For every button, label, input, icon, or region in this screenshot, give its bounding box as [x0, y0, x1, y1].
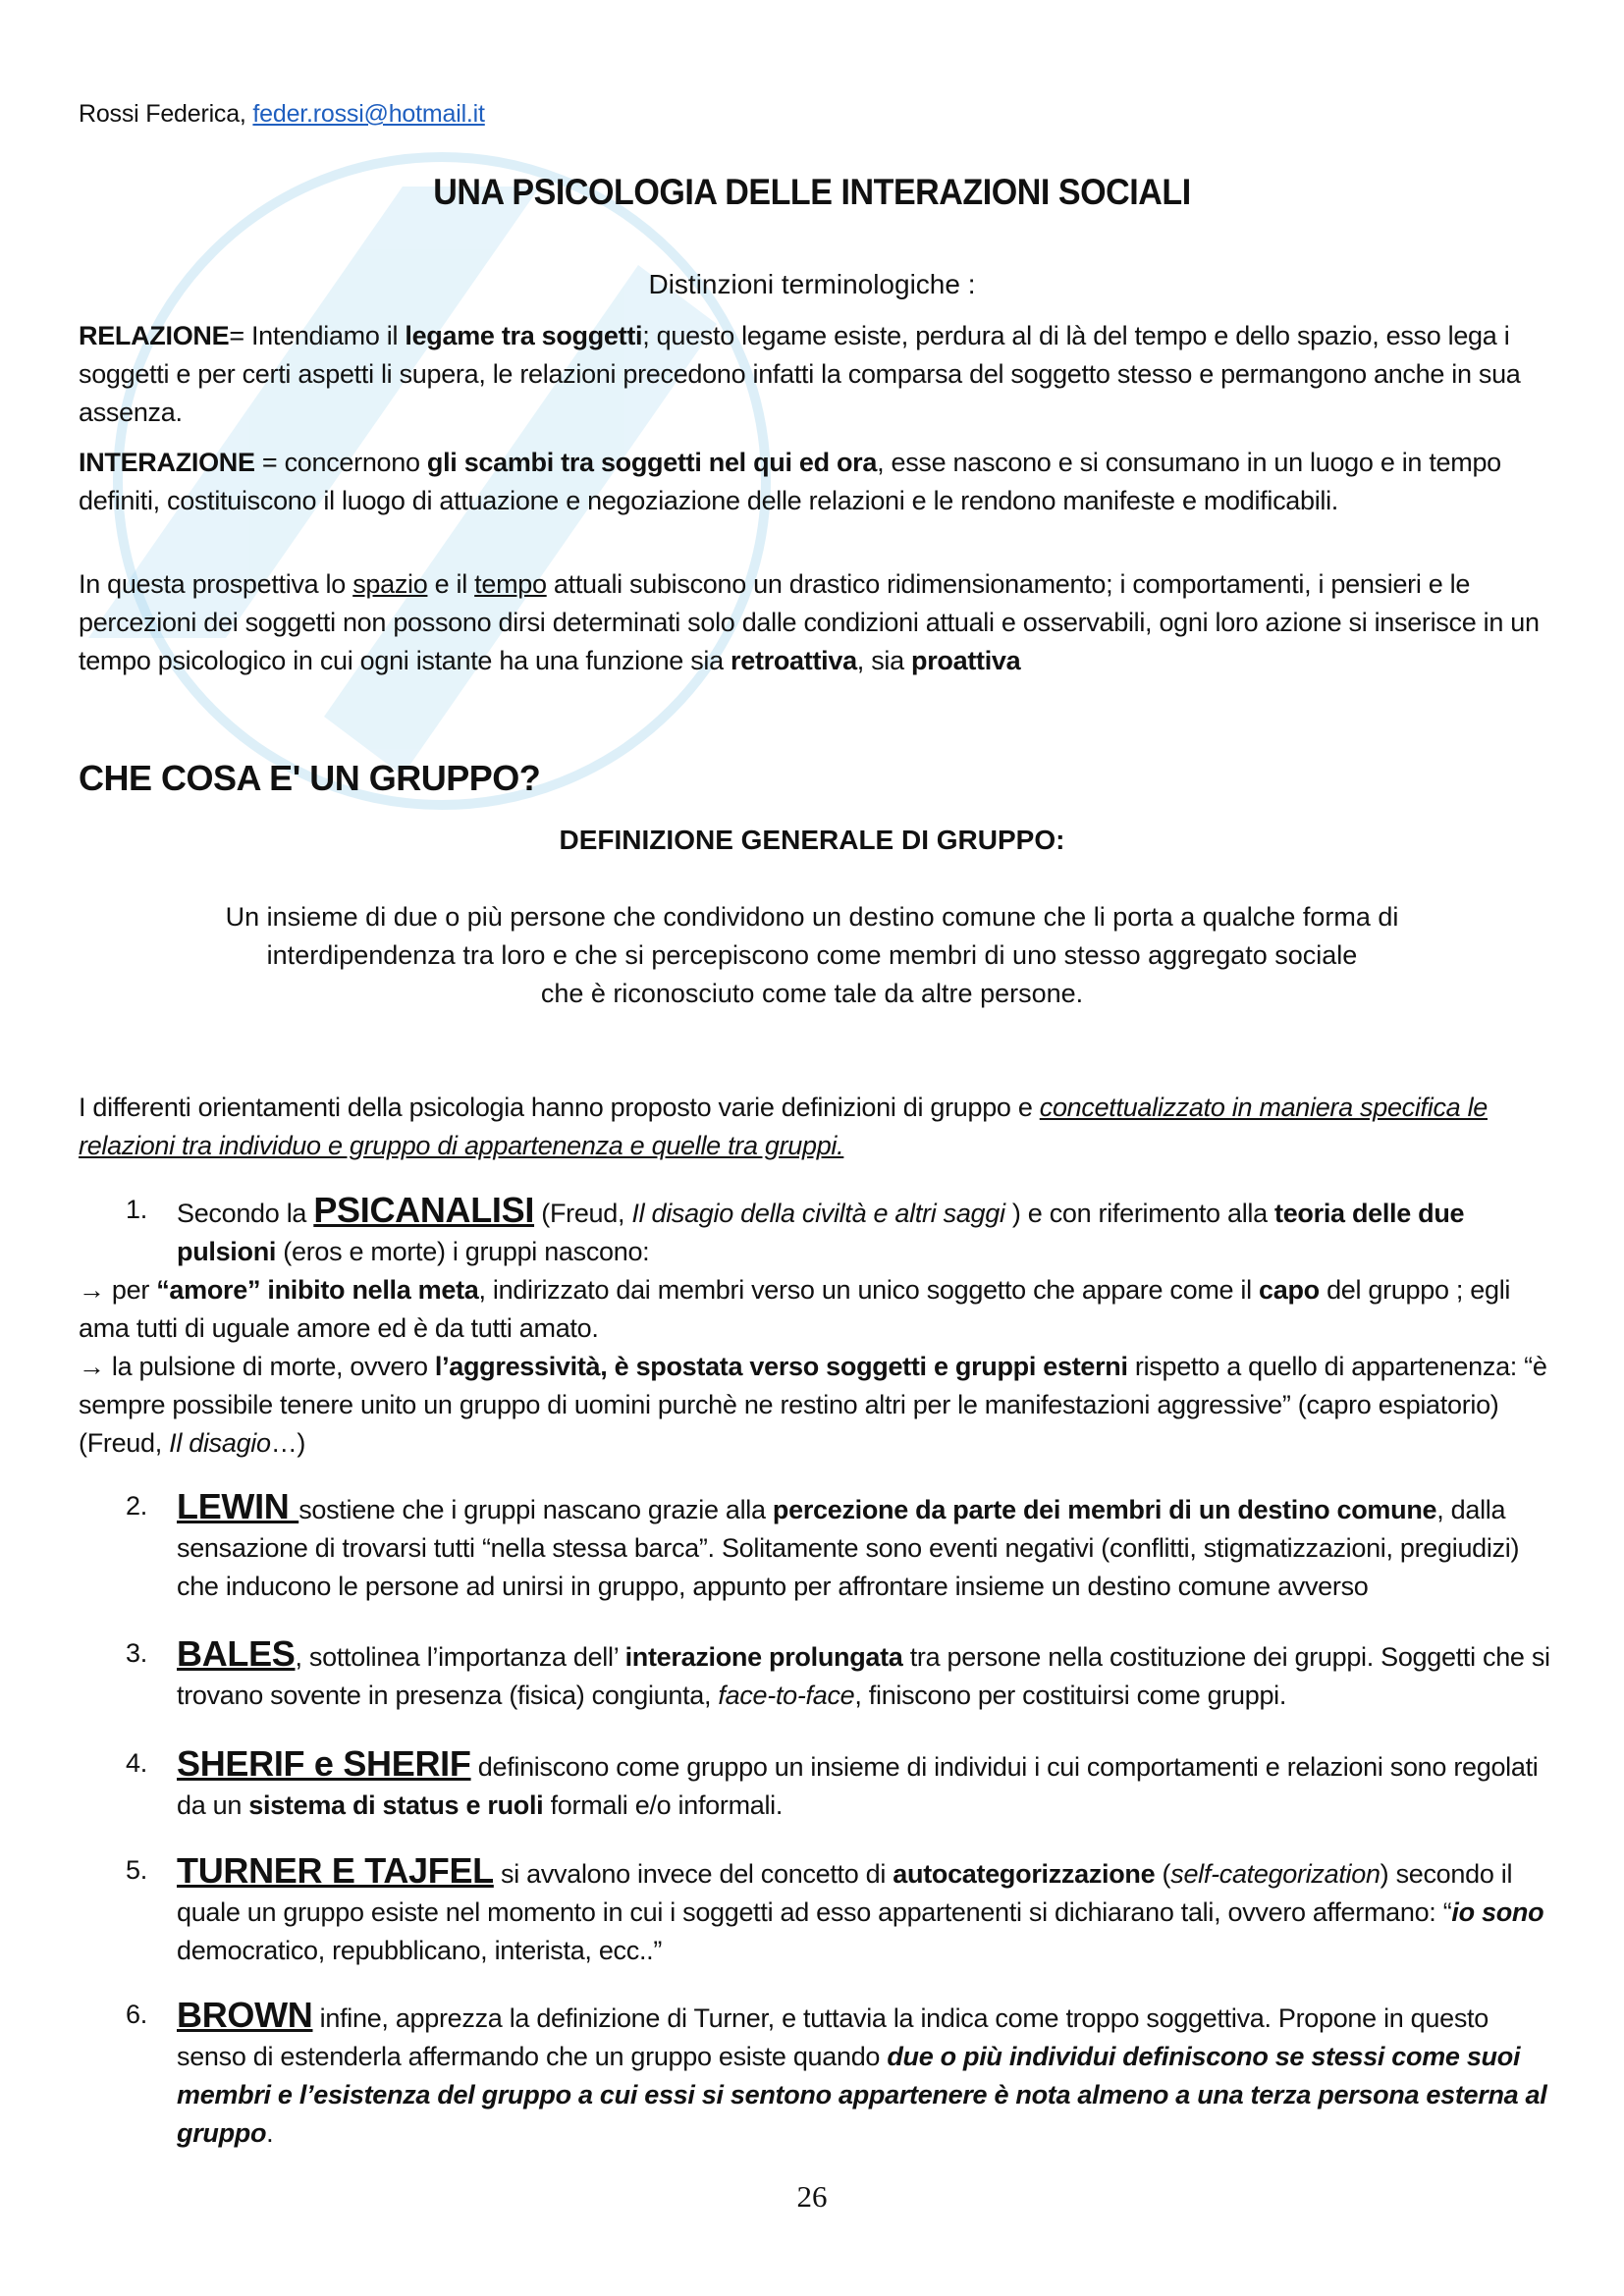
text: , esse nascono e si consumano in un luogo e in tempo definiti, costituiscono il luogo di attuazione e negoziazione delle relazioni e le rendono manifeste e modificabili. [79, 448, 1501, 515]
text: , dalla sensazione di trovarsi tutti “nella stessa barca”. Solitamente sono eventi negativi (conflitti, stigmatizzazioni, pregiudizi) che inducono le persone ad unirsi in gruppo, appunto per affrontare insieme un destino comune avverso [177, 1495, 1520, 1601]
term-relazione: RELAZIONE [79, 321, 230, 350]
text: democratico, repubblicano, interista, ecc..” [177, 1936, 663, 1965]
theorist-name: BALES [177, 1633, 296, 1674]
bold-text: autocategorizzazione [893, 1859, 1156, 1889]
paragraph-prospettiva [79, 565, 1551, 680]
text: ) e con riferimento alla [1004, 1199, 1275, 1228]
text: …) [270, 1428, 306, 1458]
list-item [79, 1996, 1551, 2153]
text: sostiene che i gruppi nascano grazie alla [298, 1495, 773, 1524]
text: infine, apprezza la definizione di Turner, e tuttavia la indica come troppo soggettiva. Propone in questo senso di estenderla affermando che un gruppo esiste quando [177, 2003, 1489, 2071]
arrow-line [79, 1348, 1551, 1463]
theorist-name: LEWIN [177, 1486, 299, 1526]
author-name: Rossi Federica, [79, 100, 246, 128]
text: attuali subiscono un drastico ridimensionamento; i comportamenti, i pensieri e le percezioni dei soggetti non possono dirsi determinati solo dalle condizioni attuali e osservabili, ogni loro azione si inserisce in un tempo psicologico in cui ogni istante ha una funzione sia [79, 569, 1540, 675]
underlined-italic-text: concettualizzato in maniera specifica le relazioni tra individuo e gruppo di appartenenza e quelle tra gruppi. [79, 1093, 1488, 1160]
list-number: 1. [126, 1195, 147, 1224]
text: si avvalono invece del concetto di [493, 1859, 893, 1889]
paragraph-interazione [79, 444, 1551, 520]
text: . [266, 2118, 274, 2148]
definition-line: Un insieme di due o più persone che condividono un destino comune che li porta a qualche forma di [225, 902, 1399, 932]
definition-line: che è riconosciuto come tale da altre persone. [540, 979, 1084, 1008]
italic-text: Il disagio [169, 1428, 271, 1458]
page-number: 26 [796, 2179, 828, 2214]
bold-italic-text: io sono [1451, 1897, 1544, 1927]
list-number: 5. [126, 1855, 147, 1885]
definition-title: DEFINIZIONE GENERALE DI GRUPPO: [559, 825, 1065, 855]
list-number: 3. [126, 1638, 147, 1668]
bold-text: retroattiva [731, 646, 857, 675]
author-email-link[interactable]: feder.rossi@hotmail.it [252, 100, 485, 128]
definition-line: interdipendenza tra loro e che si percepiscono come membri di uno stesso aggregato sociale [266, 940, 1358, 970]
text: , finiscono per costituirsi come gruppi. [854, 1681, 1287, 1710]
italic-text: Il disagio della civiltà e altri saggi [631, 1199, 1005, 1228]
term-interazione: INTERAZIONE [79, 448, 255, 477]
bold-text: percezione da parte dei membri di un destino comune [772, 1495, 1437, 1524]
text: rispetto a quello di appartenenza: “è sempre possibile tenere unito un gruppo di uomini purchè ne restino altri per le manifestazioni aggressive” (capro espiatorio) (Freud, [79, 1352, 1547, 1458]
bold-text: interazione prolungata [624, 1642, 903, 1672]
text: , sottolinea l’importanza dell’ [295, 1642, 625, 1672]
text: = concernono [254, 448, 427, 477]
theorist-name: SHERIF e SHERIF [177, 1743, 471, 1784]
text: → la pulsione di morte, ovvero [79, 1352, 435, 1381]
list-item [79, 1851, 1551, 1970]
bold-italic-text: due o più individui definiscono se stessi come suoi membri e l’esistenza del gruppo a cui essi si sentono appartenere è nota almeno a una terza persona esterna al gruppo [177, 2042, 1547, 2148]
theorist-name: PSICANALISI [313, 1190, 535, 1230]
bold-text: teoria delle due pulsioni [177, 1199, 1465, 1266]
underlined-text: tempo [474, 569, 547, 599]
list-number: 2. [126, 1491, 147, 1521]
text: I differenti orientamenti della psicologia hanno proposto varie definizioni di gruppo e [79, 1093, 1040, 1122]
text: ( [1155, 1859, 1171, 1889]
document-title: UNA PSICOLOGIA DELLE INTERAZIONI SOCIALI [433, 172, 1191, 212]
list-number: 6. [126, 2000, 147, 2029]
bold-text: legame tra soggetti [405, 321, 643, 350]
text: , indirizzato dai membri verso un unico soggetto che appare come il [478, 1275, 1260, 1305]
text: e il [427, 569, 475, 599]
list-item [79, 1634, 1551, 1715]
underlined-text: spazio [352, 569, 428, 599]
text: → per [79, 1275, 157, 1305]
text: definiscono come gruppo un insieme di individui i cui comportamenti e relazioni sono regolati da un [177, 1752, 1539, 1820]
list-item [79, 1191, 1551, 1463]
section-title: CHE COSA E' UN GRUPPO? [79, 758, 541, 798]
arrow-line [79, 1271, 1551, 1348]
text: ) secondo il quale un gruppo esiste nel momento in cui i soggetti ad esso appartenenti si dichiarano tali, ovvero affermano: “ [177, 1859, 1513, 1927]
text: del gruppo ; egli ama tutti di uguale amore ed è da tutti amato. [79, 1275, 1511, 1343]
italic-text: face-to-face [718, 1681, 855, 1710]
text: (Freud, [534, 1199, 632, 1228]
list-number: 4. [126, 1748, 147, 1778]
text: ; questo legame esiste, perdura al di là del tempo e dello spazio, esso lega i soggetti e per certi aspetti li supera, le relazioni precedono infatti la comparsa del soggetto stesso e permangono anche in sua assenza. [79, 321, 1521, 427]
theorist-name: TURNER E TAJFEL [177, 1850, 494, 1891]
text: tra persone nella costituzione dei gruppi. Soggetti che si trovano sovente in presenza (fisica) congiunta, [177, 1642, 1550, 1710]
bold-text: capo [1259, 1275, 1320, 1305]
bold-text: l’aggressività, è spostata verso soggetti e gruppi esterni [434, 1352, 1128, 1381]
text: (eros e morte) i gruppi nascono: [276, 1237, 650, 1266]
paragraph-orientamenti [79, 1089, 1551, 1165]
text: = Intendiamo il [229, 321, 406, 350]
theorist-name: BROWN [177, 1995, 313, 2035]
text: formali e/o informali. [543, 1790, 784, 1820]
italic-text: self-categorization [1170, 1859, 1380, 1889]
text: In questa prospettiva lo [79, 569, 353, 599]
list-item [79, 1487, 1551, 1606]
list-item [79, 1744, 1551, 1825]
author-line [79, 100, 485, 129]
bold-text: proattiva [911, 646, 1021, 675]
definition-text [0, 898, 1624, 1013]
text: Secondo la [177, 1199, 314, 1228]
bold-text: gli scambi tra soggetti nel qui ed ora [426, 448, 878, 477]
subheading: Distinzioni terminologiche : [648, 269, 976, 299]
bold-text: sistema di status e ruoli [248, 1790, 544, 1820]
text: , sia [856, 646, 912, 675]
bold-text: “amore” inibito nella meta [156, 1275, 479, 1305]
paragraph-relazione [79, 317, 1551, 432]
